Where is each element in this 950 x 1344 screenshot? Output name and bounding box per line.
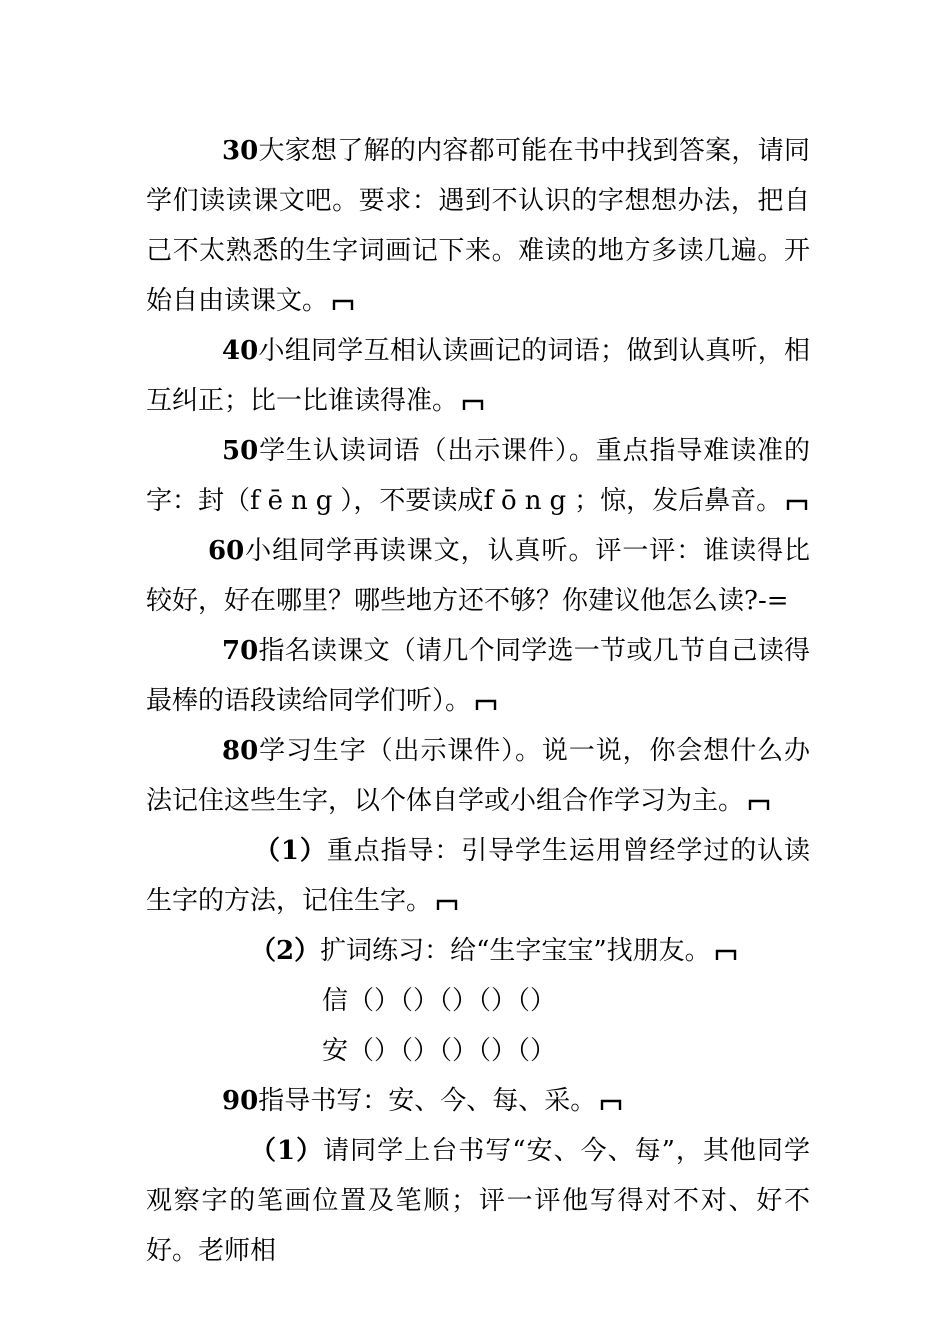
- word-extension-row-an: 安（）（）（）（）（）: [322, 1036, 557, 1066]
- paragraph-text: 指导书写：安、今、每、采。: [258, 1086, 597, 1116]
- paragraph-mark-icon: [436, 897, 458, 911]
- paragraph-step-7: [146, 626, 810, 726]
- pinyin-feng: fēng: [250, 486, 341, 516]
- substep-number: （1）: [250, 1136, 324, 1166]
- paragraph-step-8-2: [146, 926, 810, 976]
- paragraph-text: ），不要读成: [340, 486, 484, 516]
- paragraph-step-5: [146, 426, 810, 526]
- paragraph-mark-icon: [475, 697, 497, 711]
- step-number: 40: [222, 336, 259, 366]
- paragraph-text: 学生认读词语（出示课件）。重点指导难读准的字：封（: [146, 436, 810, 516]
- paragraph-step-8-1: [146, 826, 810, 926]
- step-number: 50: [222, 436, 259, 466]
- paragraph-step-3: [146, 126, 810, 326]
- substep-number: （1）: [254, 836, 327, 866]
- paragraph-step-9-1: [146, 1126, 810, 1276]
- step-number: 80: [222, 736, 259, 766]
- paragraph-text: 学习生字（出示课件）。说一说，你会想什么办法记住这些生字，以个体自学或小组合作学习为主。: [146, 736, 810, 816]
- step-number: 60: [208, 536, 245, 566]
- paragraph-text: 重点指导：引导学生运用曾经学过的认读生字的方法，记住生字。: [146, 836, 810, 916]
- paragraph-step-4: [146, 326, 810, 426]
- word-extension-row-xin: 信（）（）（）（）（）: [322, 986, 557, 1016]
- paragraph-mark-icon: [332, 297, 354, 311]
- paragraph-step-8: [146, 726, 810, 826]
- paragraph-text: 小组同学再读课文，认真听。评一评：谁读得比较好，好在哪里？哪些地方还不够？你建议他怎么读?: [146, 536, 810, 616]
- paragraph-step-6: [146, 526, 810, 626]
- paragraph-mark-icon: [748, 797, 770, 811]
- pinyin-fong: fōng: [483, 486, 575, 516]
- paragraph-mark-icon: [462, 397, 484, 411]
- step-number: 30: [222, 136, 259, 166]
- step-number: 70: [222, 636, 259, 666]
- paragraph-mark-icon: [600, 1097, 622, 1111]
- paragraph-text: ；惊，发后鼻音。: [574, 486, 783, 516]
- paragraph-text: 请同学上台书写“安、今、每”，其他同学观察字的笔画位置及笔顺；评一评他写得对不对、好不好。老师相: [146, 1136, 810, 1266]
- paragraph-text: 指名读课文（请几个同学选一节或几节自己读得最棒的语段读给同学们听）。: [146, 636, 810, 716]
- document-page: [146, 126, 810, 1276]
- paragraph-step-9: [146, 1076, 810, 1126]
- paragraph-text: 大家想了解的内容都可能在书中找到答案，请同学们读读课文吧。要求：遇到不认识的字想想办法，把自己不太熟悉的生字词画记下来。难读的地方多读几遍。开始自由读课文。: [146, 136, 810, 316]
- substep-number: （2）: [250, 936, 321, 966]
- step-number: 90: [222, 1086, 259, 1116]
- paragraph-text: 小组同学互相认读画记的词语；做到认真听，相互纠正；比一比谁读得准。: [146, 336, 810, 416]
- paragraph-tail: -=: [757, 586, 789, 616]
- paragraph-mark-icon: [786, 497, 808, 511]
- paragraph-mark-icon: [715, 947, 737, 961]
- paragraph-text: 扩词练习：给“生字宝宝”找朋友。: [320, 936, 711, 966]
